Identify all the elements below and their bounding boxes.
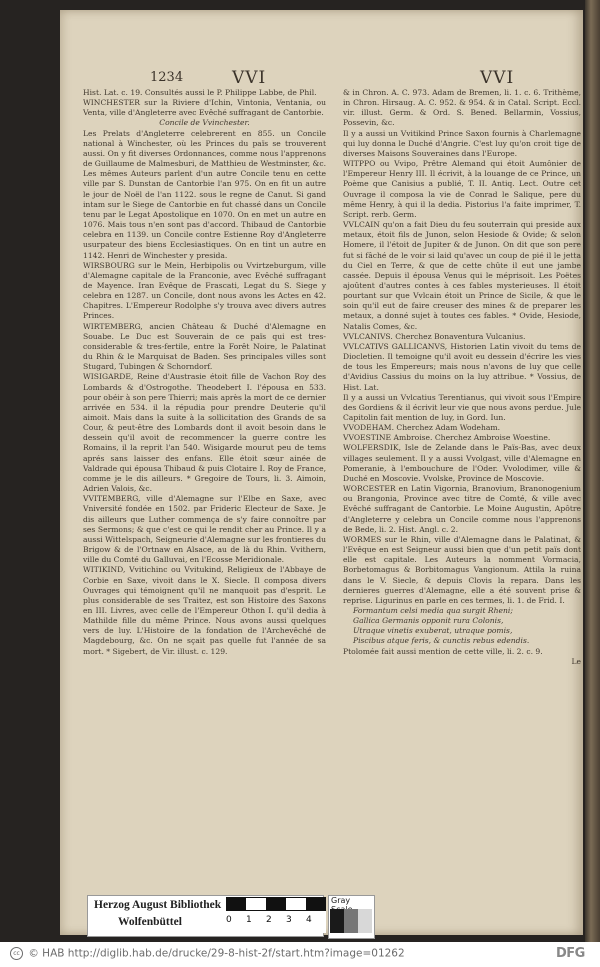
verse-line: Gallica Germanis opponit rura Colonis, bbox=[353, 616, 504, 626]
library-city: Wolfenbüttel bbox=[118, 916, 182, 928]
scale-ruler bbox=[226, 897, 326, 933]
running-head-left: VVI bbox=[232, 68, 267, 88]
paragraph: Il y a aussi un Vvlcatius Terentianus, qui vivoit sous l'Empire des Gordiens & il écrivit leur vie que nous avons perdue. Jule Capitolin fait mention de luy, in Gord. Iun. bbox=[343, 392, 581, 422]
catchword: Le bbox=[571, 656, 581, 666]
gray-swatch bbox=[330, 909, 344, 933]
paragraph: VVITEMBERG, ville d'Alemagne sur l'Elbe en Saxe, avec Vniversité fondée en 1502. par Frideric Electeur de Saxe. Je dis ailleurs que Luther commença de s'y faire connoître par ses Sermons; & que c'est ce qui le rendit cher au Prince. Il y a aussi Wittelspach, Seigneurie d'Alemagne sur les frontieres du Brigow & de l'Ortnaw en Alsace, au de là du Rhin. Vvithern, ville du Comté du Galluvai, en l'Ecosse Meridionale. bbox=[83, 494, 326, 565]
gray-swatch bbox=[358, 909, 372, 933]
paragraph: Les Prelats d'Angleterre celebrerent en 855. un Concile national à Winchester, où les Princes du païs se trouverent aussi. On y fit diverses Ordonnances, comme nous l'apprenons de Guillaume de Malmesburi, de Matthieu de Westminster, &c. Les mêmes Auteurs parlent d'un autre Concile tenu en cette ville par S. Dunstan de Cantorbie l'an 975. On en fit un autre le jour de Noël de l'an 1122. sous le regne de Canut. Si gand intam sur le Siege de Cantorbie en fut chassé dans un Concile tenu par le Legat Apostolique en 1070. On en met un autre en 1076. Mais tous n'en sont pas d'accord. Thibaud de Cantorbie celebra en 1139. un Concile contre Estienne Roy d'Angleterre usurpateur des biens Ecclesiastiques. On en tint un autre en 1142. Henri de Winchester y presida. bbox=[83, 128, 326, 260]
paragraph: WORCESTER en Latin Vigornia, Branovium, Branonogenium ou Brangonia, Province avec titre de Comté, & ville avec Evêché suffragant de Cantorbie. Le Moine Augustin, Apôtre d'Angleterre y celebra un Concile comme nous l'apprenons de Bede, li. 2. Hist. Angl. c. 2. bbox=[343, 484, 581, 534]
paragraph: WITIKIND, Vvitichinc ou Vvitukind, Religieux de l'Abbaye de Corbie en Saxe, vivoit dans le X. Siecle. Il composa divers Ouvrages qui témoignent qu'il ne manquoit pas d'esprit. Le plus considerable de ses Traitez, est son Histoire des Saxons en III. Livres, avec celle de l'Empereur Othon I. qu'il dedia à Mathilde fille du même Prince. Nous avons aussi quelques vers de luy. L'Histoire de la fondation de l'Archevêché de Magdebourg, &c. On ne sçait pas quelle fut l'année de sa mort. * Sigebert, de Vir. illust. c. 129. bbox=[83, 565, 326, 656]
paragraph: VVODEHAM. Cherchez Adam Wodeham. bbox=[343, 423, 501, 433]
right-column bbox=[343, 88, 581, 667]
ruler-number: 1 bbox=[246, 915, 252, 925]
paragraph: VVLCANIVS. Cherchez Bonaventura Vulcanius. bbox=[343, 331, 526, 341]
paragraph: VVOESTINE Ambroise. Cherchez Ambroise Woestine. bbox=[343, 433, 551, 443]
gray-scale-card bbox=[328, 895, 375, 939]
ruler-number: 3 bbox=[286, 915, 292, 925]
gray-swatch bbox=[344, 909, 358, 933]
paragraph: & in Chron. A. C. 973. Adam de Bremen, li. 1. c. 6. Trithème, in Chron. Hirsaug. A. C. 952. & 954. & in Catal. Script. Eccl. vir. illust. Germ. & Ord. S. Bened. Bellarmin, Vossius, Possevin, &c. bbox=[343, 88, 581, 128]
running-head-right: VVI bbox=[480, 68, 515, 88]
section-subheading: Concile de Vvinchester. bbox=[159, 118, 250, 128]
paragraph: Hist. Lat. c. 19. Consultés aussi le P. Philippe Labbe, de Phil. bbox=[83, 88, 317, 97]
verse-line: Formantum celsi media qua surgit Rheni; bbox=[353, 605, 513, 615]
footer-bar bbox=[0, 942, 600, 967]
ruler-number: 2 bbox=[266, 915, 272, 925]
paragraph: WIRTEMBERG, ancien Château & Duché d'Alemagne en Souabe. Le Duc est Souverain de ce païs qui est tres-considerable & tres-fertile, entre la Forêt Noire, le Palatinat du Rhin & le Marquisat de Baden. Ses principales villes sont Stugard, Tubingen & Schorndorf. bbox=[83, 321, 326, 372]
book-spine bbox=[585, 0, 600, 942]
paragraph: WIRSBOURG sur le Mein, Herbipolis ou Vvirtzeburgum, ville d'Alemagne capitale de la Franconie, avec Evêché suffragant de Mayence. Iran Evêque de Frascati, Legat du S. Siege y celebra en 1287. un Concile, dont nous avons les Actes en 42. Chapitres. L'Empereur Rodolphe s'y trouva avec divers autres Princes. bbox=[83, 260, 326, 321]
dfg-logo: DFG bbox=[556, 946, 585, 961]
copyright-line bbox=[10, 947, 405, 960]
creative-commons-icon: cc bbox=[10, 947, 23, 960]
verse-line: Utraque vinetis exuberat, utraque pomis, bbox=[353, 626, 513, 636]
verse-line: Piscibus atque feris, & cunctis rebus edendis. bbox=[353, 636, 530, 646]
page-number: 1234 bbox=[150, 70, 184, 85]
ruler-bar bbox=[226, 897, 326, 911]
source-url[interactable]: © HAB http://diglib.hab.de/drucke/29-8-hist-2f/start.htm?image=01262 bbox=[28, 947, 405, 960]
paragraph: WOLFERSDIK, Isle de Zelande dans le Païs-Bas, avec deux villages seulement. Il y a aussi Vvolgast, ville d'Alemagne en Pomeranie, à l'embouchure de l'Oder. Vvolodimer, ville & Duché en Moscovie. Vvolske, Province de Moscovie. bbox=[343, 443, 581, 483]
library-name: Herzog August Bibliothek bbox=[94, 899, 222, 911]
paragraph: VVLCATIVS GALLICANVS, Historien Latin vivoit du tems de Diocletien. Il temoigne qu'il avoit eu dessein d'écrire les vies de tous les Empereurs; mais nous n'avons de luy que celle d'Avidius Cassius du moins on la luy attribue. * Vossius, de Hist. Lat. bbox=[343, 341, 581, 392]
paragraph: WORMES sur le Rhin, ville d'Alemagne dans le Palatinat, & l'Evêque en est Seigneur aussi bien que d'un petit païs dont elle est capitale. Les Auteurs la nomment Vormacia, Borbetomagus & Borbitomagus Vangionum. Attila la ruina dans le V. Siecle, & depuis Clovis la repara. Dans les dernieres guerres d'Alemagne, elle a été souvent prise & reprise. Ligurinus en parle en ces termes, li. 1. de Frid. I. bbox=[343, 534, 581, 605]
ruler-number: 0 bbox=[226, 915, 232, 925]
paragraph: VVLCAIN qu'on a fait Dieu du feu souterrain qui preside aux metaux, étoit fils de Junon, selon Hesiode & Ovide; & selon Homere, il l'étoit de Jupiter & de Junon. On dit que son pere fut si fâché de le voir si laid qu'avec un coup de pié il le jetta du Ciel en Terre, & que de cette chûte il eut une jambe cassée. Depuis il épousa Venus qui le méprisoit. Les Poëtes ajoûtent d'autres contes à ces fables mysterieuses. Il étoit pourtant sur que Vvlcain étoit un Prince de Sicile, & que le soin qu'il eut de faire creuser des mines & de preparer les metaux, a donné sujet à toutes ces fables. * Ovide, Hesiode, Natalis Comes, &c. bbox=[343, 220, 581, 331]
paragraph: WINCHESTER sur la Riviere d'Ichin, Vintonia, Ventania, ou Venta, ville d'Angleterre avec Evêché suffragant de Cantorbie. bbox=[83, 98, 326, 118]
paragraph: Il y a aussi un Vvitikind Prince Saxon fournis à Charlemagne qui luy donna le Duché d'Angrie. C'est luy qu'on croit tige de diverses Maisons Souveraines dans l'Europe. bbox=[343, 128, 581, 158]
paragraph: WISIGARDE, Reine d'Austrasie étoit fille de Vachon Roy des Lombards & d'Ostrogothe. Theodebert I. l'épousa en 533. pour obéir à son pere Thierri; mais après la mort de ce dernier arrivée en 534. il la répudia pour prendre Deuterie qu'il aimoit. Mais dans la suite à la sollicitation des Grands de sa Cour, & peut-être des Lombards dont il avoit besoin dans le dessein qu'il avoit de recommencer la guerre contre les Romains, il la reprit l'an 540. Wisigarde mourut peu de tems aprés sans laisser des enfans. Elle étoit sœur ainée de Valdrade qui épousa Thibaud & puis Clotaire I. Roy de France, comme je le dis ailleurs. * Gregoire de Tours, li. 3. Aimoin, Adrien Valois, &c. bbox=[83, 372, 326, 494]
ruler-number: 4 bbox=[306, 915, 312, 925]
gray-scale-label: Gray bbox=[331, 896, 351, 905]
paragraph: WITPPO ou Vvipo, Prêtre Alemand qui étoit Aumônier de l'Empereur Henry III. Il écrivit, à la louange de ce Prince, un Poème que Canisius a publié, T. II. Antiq. Lect. Outre cet Ouvrage il composa la vie de Conrad le Salique, pere du même Henry, à qui il la dedia. Pistorius l'a faite imprimer, T. Script. rerb. Germ. bbox=[343, 159, 581, 219]
paragraph: Ptolomée fait aussi mention de cette ville, li. 2. c. 9. bbox=[343, 646, 543, 656]
left-column bbox=[83, 88, 326, 657]
page-header bbox=[60, 70, 583, 90]
